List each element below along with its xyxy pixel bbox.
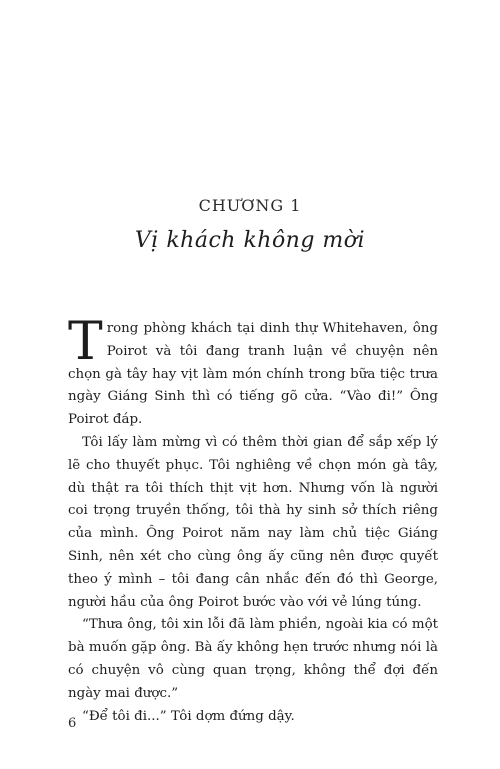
drop-cap: T: [68, 312, 103, 372]
body-text: [68, 312, 439, 728]
paragraph-1-text: rong phòng khách tại dinh thự Whitehaven, ông Poirot và tôi đang tranh luận về chuyện nên chọn gà tây hay vịt làm món chính trong bữa tiệc trưa ngày Giáng Sinh thì có tiếng gõ cửa. “Vào đi!” Ông Poirot đáp.: [68, 321, 438, 428]
page-number: 6: [68, 716, 77, 731]
paragraph-3: “Thưa ông, tôi xin lỗi đã làm phiền, ngoài kia có một bà muốn gặp ông. Bà ấy không hẹn trước nhưng nói là có chuyện vô cùng quan trọng, không thể đợi đến ngày mai được.”: [68, 617, 439, 701]
paragraph-2: Tôi lấy làm mừng vì có thêm thời gian để sắp xếp lý lẽ cho thuyết phục. Tôi nghiêng về chọn món gà tây, dù thật ra tôi thích thịt vịt hơn. Nhưng vốn là người coi trọng truyền thống, tôi thà hy sinh sở thích riêng của mình. Ông Poirot năm nay làm chủ tiệc Giáng Sinh, nên xét cho cùng ông ấy cũng nên được quyết theo ý mình – tôi đang cân nhắc đến đó thì George, người hầu của ông Poirot bước vào với vẻ lúng túng.: [68, 434, 438, 610]
paragraph-1: [68, 312, 438, 432]
chapter-number: CHƯƠNG 1: [198, 196, 302, 215]
paragraph-4: “Để tôi đi...” Tôi dợm đứng dậy.: [82, 708, 295, 724]
chapter-title: Vị khách không mời: [134, 228, 366, 253]
